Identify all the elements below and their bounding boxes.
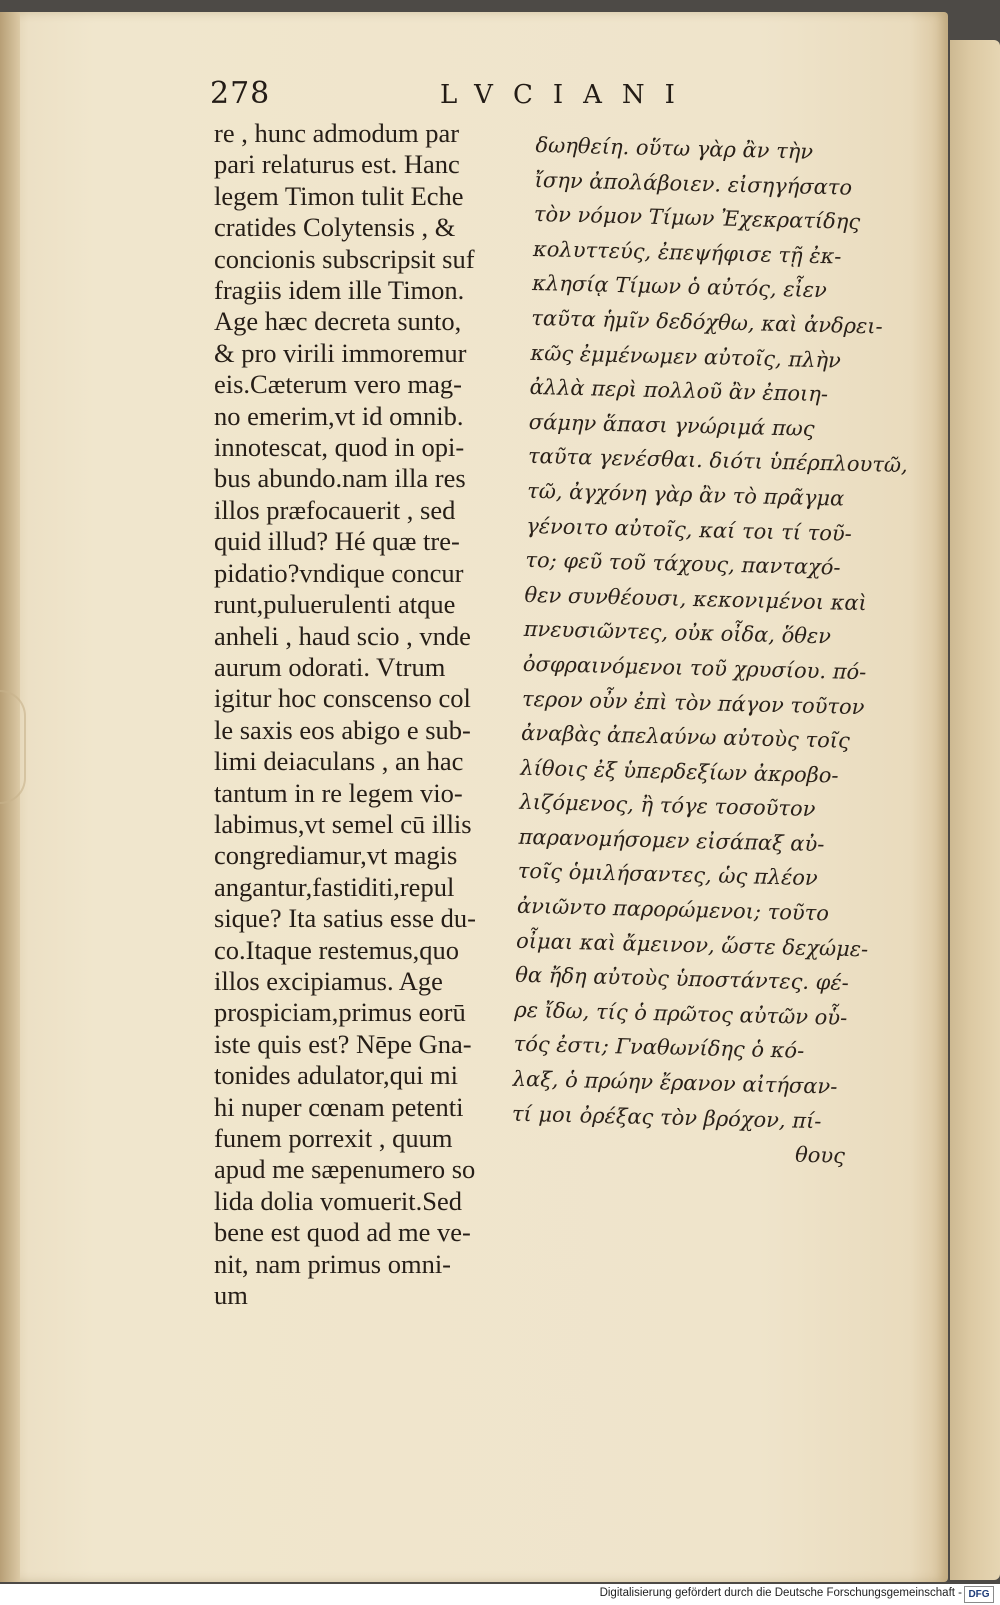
latin-text-line: lida dolia vomuerit.Sed xyxy=(214,1185,463,1216)
latin-text-line: pari relaturus est. Hanc xyxy=(214,149,460,180)
greek-text-line: ταῦτα γενέσθαι. διότι ὑπέρπλουτῶ, xyxy=(527,444,908,478)
latin-text-line: fragiis idem ille Timon. xyxy=(214,275,465,306)
latin-text-line: igitur hoc conscenso col xyxy=(214,683,471,714)
greek-text-line: θεν συνθέουσι, κεκονιμένοι καὶ xyxy=(524,582,868,615)
greek-text-line: λίθοις ἐξ ὑπερδεξίων ἀκροβο- xyxy=(520,755,839,788)
latin-text-line: apud me sæpenumero so xyxy=(214,1154,476,1185)
latin-text-column xyxy=(214,118,524,1311)
greek-text-line: λιζόμενος, ἢ τόγε τοσοῦτον xyxy=(519,790,816,822)
latin-text-line: quid illud? Hé quæ tre- xyxy=(214,526,460,557)
latin-text-line: legem Timon tulit Eche xyxy=(214,180,464,211)
latin-text-line: & pro virili immoremur xyxy=(214,337,467,368)
latin-text-line: re , hunc admodum par xyxy=(214,118,460,148)
latin-text-line: labimus,vt semel cū illis xyxy=(214,808,472,839)
dfg-logo: DFG xyxy=(964,1586,994,1603)
latin-text-line: pidatio?vndique concur xyxy=(214,557,464,588)
greek-text-line: σάμην ἅπασι γνώριμά πως xyxy=(528,409,815,441)
greek-text-line: τός ἐστι; Γναθωνίδης ὁ κό- xyxy=(513,1032,805,1064)
facing-page-edge xyxy=(950,40,1000,1580)
latin-text-line: illos excipiamus. Age xyxy=(214,965,443,996)
latin-text-line: iste quis est? Nēpe Gna- xyxy=(214,1028,472,1059)
greek-text-line: οἶμαι καὶ ἄμεινον, ὥστε δεχώμε- xyxy=(515,928,869,962)
latin-text-line: bene est quod ad me ve- xyxy=(214,1217,471,1248)
greek-text-line: το; φεῦ τοῦ τάχους, πανταχό- xyxy=(525,547,841,580)
running-title: LVCIANI xyxy=(440,80,695,110)
latin-text-line: le saxis eos abigo e sub- xyxy=(214,714,471,745)
greek-text-line: κῶς ἐμμένωμεν αὐτοῖς, πλὴν xyxy=(530,340,842,373)
latin-text-line: sique? Ita satius esse du- xyxy=(214,903,476,934)
greek-text-line: κολυττεύς, ἐπεψήφισε τῇ ἐκ- xyxy=(532,236,842,269)
latin-text-line: nit, nam primus omni- xyxy=(214,1248,452,1279)
greek-text-line: τί μοι ὀρέξας τὸν βρόχον, πί- xyxy=(511,1101,822,1133)
latin-text-line: angantur,fastiditi,repul xyxy=(214,871,455,902)
greek-text-line: ὀσφραινόμενοι τοῦ χρυσίου. πό- xyxy=(522,651,867,685)
greek-text-line: γένοιτο αὐτοῖς, καί τοι τί τοῦ- xyxy=(525,513,853,546)
digitization-footer xyxy=(0,1584,1000,1605)
greek-text-line: λαξ, ὁ πρώην ἔρανον αἰτήσαν- xyxy=(512,1066,838,1099)
latin-text-line: anheli , haud scio , vnde xyxy=(214,620,471,651)
latin-text-line: um xyxy=(214,1280,248,1311)
latin-text-line: funem porrexit , quum xyxy=(214,1123,453,1153)
latin-text-line: no emerim,vt id omnib. xyxy=(214,400,464,431)
greek-text-line: ἀνιῶντο παρορώμενοι; τοῦτο xyxy=(516,893,830,926)
latin-text-line: tonides adulator,qui mi xyxy=(214,1060,459,1091)
greek-text-line: θα ἤδη αὐτοὺς ὑποστάντες. φέ- xyxy=(515,963,850,996)
latin-text-line: hi nuper cœnam petenti xyxy=(214,1091,464,1122)
latin-text-line: illos præfocauerit , sed xyxy=(214,494,456,525)
greek-text-line: κλησίᾳ Τίμων ὁ αὐτός, εἶεν xyxy=(531,271,828,303)
greek-text-line: ρε ἴδω, τίς ὁ πρῶτος αὐτῶν οὗ- xyxy=(514,997,848,1030)
greek-text-line: τὸν νόμον Τίμων Ἐχεκρατίδης xyxy=(533,202,861,235)
latin-text-line: tantum in re legem vio- xyxy=(214,777,463,808)
latin-text-line: concionis subscripsit suf xyxy=(214,243,475,274)
latin-text-line: eis.Cæterum vero mag- xyxy=(214,369,463,400)
latin-text-line: cratides Colytensis , & xyxy=(214,212,456,243)
latin-text-line: congrediamur,vt magis xyxy=(214,840,458,871)
greek-text-column xyxy=(511,128,908,1174)
latin-text-line: innotescat, quod in opi- xyxy=(214,432,465,463)
paper-stain xyxy=(0,690,26,804)
latin-text-line: co.Itaque restemus,quo xyxy=(214,934,460,965)
latin-text-line: Age hæc decreta sunto, xyxy=(214,306,462,337)
greek-text-line: τῶ, ἀγχόνη γὰρ ἂν τὸ πρᾶγμα xyxy=(526,478,845,511)
latin-text-line: limi deiaculans , an hac xyxy=(214,746,464,777)
greek-text-line: ἀναβὰς ἀπελαύνω αὐτοὺς τοῖς xyxy=(520,720,851,753)
page-number: 278 xyxy=(210,76,271,111)
latin-text-line: runt,puluerulenti atque xyxy=(214,589,456,620)
greek-text-line: ἴσην ἀπολάβοιεν. εἰσηγήσατο xyxy=(534,167,853,200)
latin-text-line: bus abundo.nam illa res xyxy=(214,463,466,494)
footer-credit: Digitalisierung gefördert durch die Deutsche Forschungsgemeinschaft - xyxy=(599,1587,962,1599)
greek-text-line: ἀλλὰ περὶ πολλοῦ ἂν ἐποιη- xyxy=(529,375,829,407)
greek-text-line: πνευσιῶντες, οὐκ οἶδα, ὅθεν xyxy=(523,617,832,649)
greek-text-line: τοῖς ὁμιλήσαντες, ὡς πλέον xyxy=(517,859,819,891)
greek-text-line: δωηθείη. οὕτω γὰρ ἂν τὴν xyxy=(535,132,814,164)
greek-text-line: τερον οὖν ἐπὶ τὸν πάγον τοῦτον xyxy=(521,686,865,719)
greek-text-line: θους xyxy=(794,1142,846,1169)
latin-text-line: aurum odorati. Vtrum xyxy=(214,651,446,682)
greek-text-line: παρανομήσομεν εἰσάπαξ αὐ- xyxy=(518,824,825,857)
greek-text-line: ταῦτα ἡμῖν δεδόχθω, καὶ ἀνδρει- xyxy=(531,305,883,339)
latin-text-line: prospiciam,primus eorū xyxy=(214,997,466,1028)
